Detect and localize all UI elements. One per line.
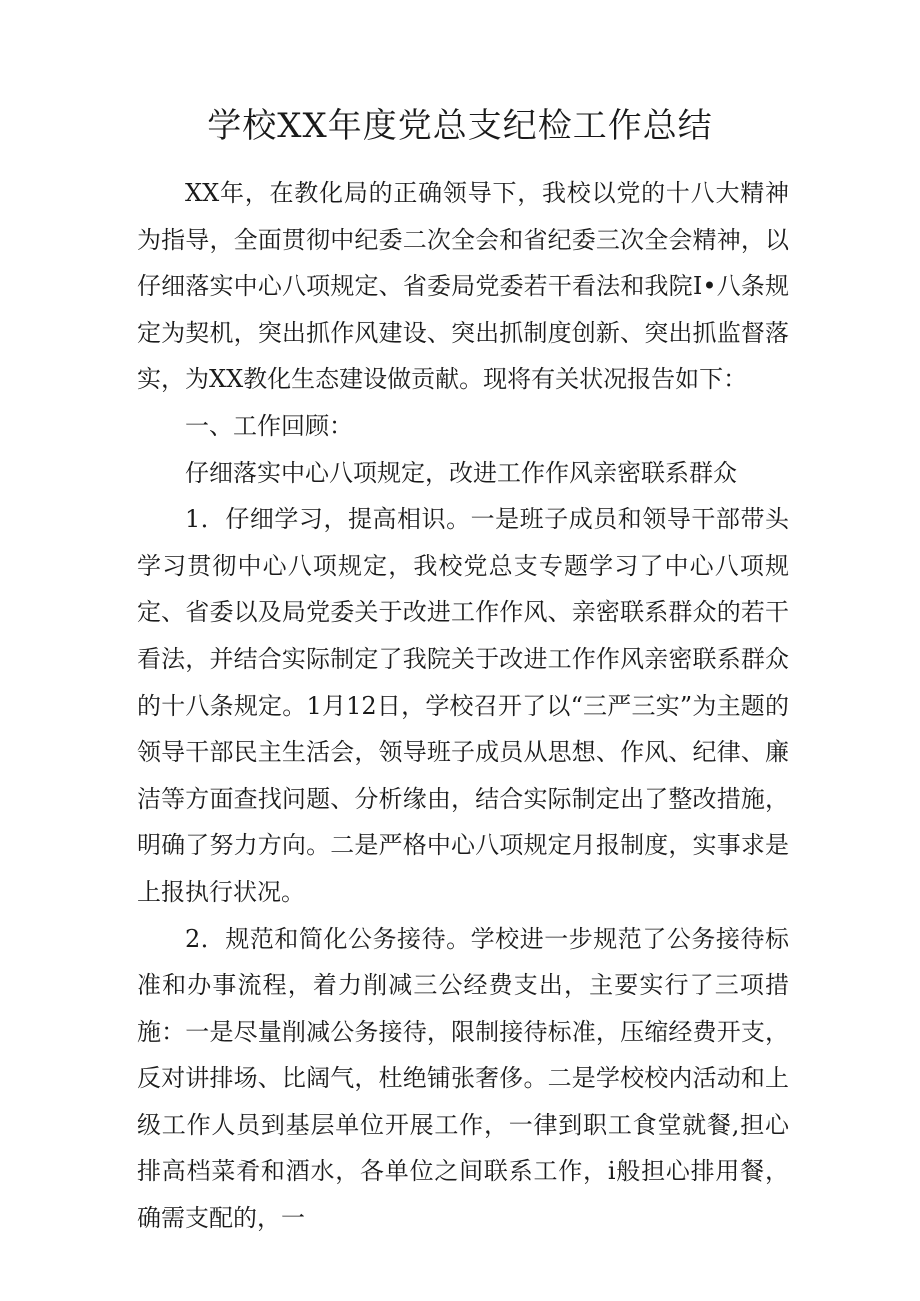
section-heading-review: 一、工作回顾： (185, 411, 353, 440)
document-body (137, 170, 789, 1242)
paragraph-item-2: 2．规范和简化公务接待。学校进一步规范了公务接待标准和办事流程，着力削减三公经费支出，主要实行了三项措施：一是尽量削减公务接待，限制接待标准，压缩经费开支，反对讲排场、比阔气，杜绝铺张奢侈。二是学校校内活动和上级工作人员到基层单位开展工作，一律到职工食堂就餐,担心排高档菜肴和酒水，各单位之间联系工作，i般担心排用餐，确需支配的，一 (137, 924, 789, 1233)
subheading-eight-rules: 仔细落实中心八项规定，改进工作作风亲密联系群众 (185, 458, 737, 487)
paragraph-item-1: 1．仔细学习，提高相识。一是班子成员和领导干部带头学习贯彻中心八项规定，我校党总支专题学习了中心八项规定、省委以及局党委关于改进工作作风、亲密联系群众的若干看法，并结合实际制定了我院关于改进工作作风亲密联系群众的十八条规定。1月12日，学校召开了以“三严三实”为主题的领导干部民主生活会，领导班子成员从思想、作风、纪律、廉洁等方面查找问题、分析缘由，结合实际制定出了整改措施，明确了努力方向。二是严格中心八项规定月报制度，实事求是上报执行状况。 (137, 505, 789, 906)
paragraph-intro: XX年，在教化局的正确领导下，我校以党的十八大精神为指导，全面贯彻中纪委二次全会和省纪委三次全会精神，以仔细落实中心八项规定、省委局党委若干看法和我院I•八条规定为契机，突出抓作风建设、突出抓制度创新、突出抓监督落实，为XX教化生态建设做贡献。现将有关状况报告如下： (137, 179, 789, 394)
document-title: 学校XX年度党总支纪检工作总结 (207, 106, 713, 146)
